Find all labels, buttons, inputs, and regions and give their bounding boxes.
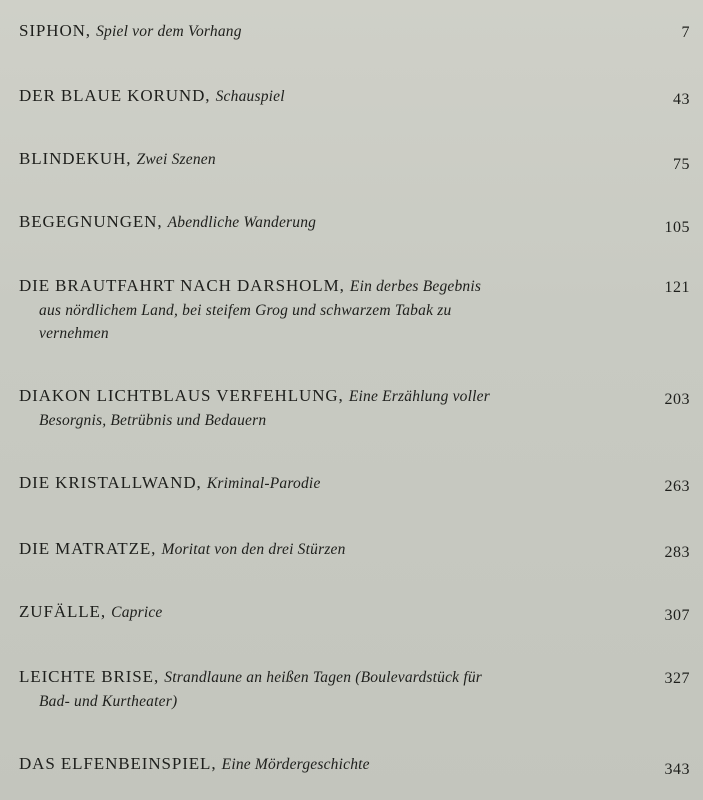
entry-title: DER BLAUE KORUND,: [19, 86, 211, 105]
toc-entry-heading: [19, 19, 579, 44]
page-number: 343: [664, 761, 690, 778]
page-number: 327: [664, 670, 690, 687]
toc-entry-heading: [19, 210, 579, 235]
entry-subtitle-continuation: Besorgnis, Betrübnis und Bedauern: [39, 412, 267, 429]
entry-title: ZUFÄLLE,: [19, 602, 106, 621]
page-number: 121: [664, 279, 690, 296]
page-number: 75: [673, 156, 690, 173]
entry-subtitle: Abendliche Wanderung: [167, 214, 317, 231]
entry-title: DIE BRAUTFAHRT NACH DARSHOLM,: [19, 276, 345, 295]
entry-title: DIE KRISTALLWAND,: [19, 473, 202, 492]
toc-entry-heading: [19, 600, 579, 625]
entry-subtitle: Strandlaune an heißen Tagen (Boulevardstück für: [164, 669, 483, 686]
toc-entry-blindekuh: [19, 147, 579, 172]
page-number: 43: [673, 91, 690, 108]
toc-entry-die-brautfahrt: [19, 274, 579, 345]
toc-entry-das-elfenbeinspiel: [19, 752, 579, 777]
entry-title: DAS ELFENBEINSPIEL,: [19, 754, 217, 773]
toc-entry-zufaelle: [19, 600, 579, 625]
entry-title: LEICHTE BRISE,: [19, 667, 160, 686]
page-number: 283: [664, 544, 690, 561]
entry-subtitle: Caprice: [111, 604, 163, 621]
entry-subtitle-continuation: vernehmen: [39, 325, 109, 342]
entry-title: DIE MATRATZE,: [19, 539, 157, 558]
toc-entry-der-blaue-korund: [19, 84, 579, 109]
toc-entry-heading: [19, 471, 579, 496]
entry-subtitle: Spiel vor dem Vorhang: [96, 23, 242, 40]
entry-subtitle-continuation: Bad- und Kurtheater): [39, 693, 178, 710]
page-number: 105: [664, 219, 690, 236]
toc-entry-heading: [19, 752, 579, 777]
entry-title: DIAKON LICHTBLAUS VERFEHLUNG,: [19, 386, 344, 405]
toc-entry-heading: [19, 84, 579, 109]
entry-subtitle: Zwei Szenen: [136, 151, 216, 168]
entry-subtitle: Eine Mördergeschichte: [221, 756, 370, 773]
entry-subtitle: Eine Erzählung voller: [348, 388, 490, 405]
toc-entry-die-matratze: [19, 537, 579, 562]
toc-entry-begegnungen: [19, 210, 579, 235]
toc-entry-diakon-lichtblaus: [19, 384, 579, 432]
toc-entry-siphon: [19, 19, 579, 44]
toc-entry-heading: [19, 537, 579, 562]
entry-subtitle-continuation: aus nördlichem Land, bei steifem Grog und schwarzem Tabak zu: [39, 302, 452, 319]
toc-entry-heading: [19, 665, 579, 690]
toc-entry-heading: [19, 384, 579, 409]
page-number: 263: [664, 478, 690, 495]
entry-subtitle: Kriminal-Parodie: [206, 475, 321, 492]
page-number: 7: [681, 24, 690, 41]
page-number: 203: [664, 391, 690, 408]
toc-entry-die-kristallwand: [19, 471, 579, 496]
entry-subtitle: Ein derbes Begebnis: [349, 278, 482, 295]
toc-entry-leichte-brise: [19, 665, 579, 713]
toc-entry-heading: [19, 147, 579, 172]
entry-title: BLINDEKUH,: [19, 149, 132, 168]
entry-title: SIPHON,: [19, 21, 91, 40]
page-number: 307: [664, 607, 690, 624]
entry-title: BEGEGNUNGEN,: [19, 212, 163, 231]
entry-subtitle: Schauspiel: [215, 88, 285, 105]
entry-subtitle: Moritat von den drei Stürzen: [161, 541, 346, 558]
toc-entry-heading: [19, 274, 579, 299]
